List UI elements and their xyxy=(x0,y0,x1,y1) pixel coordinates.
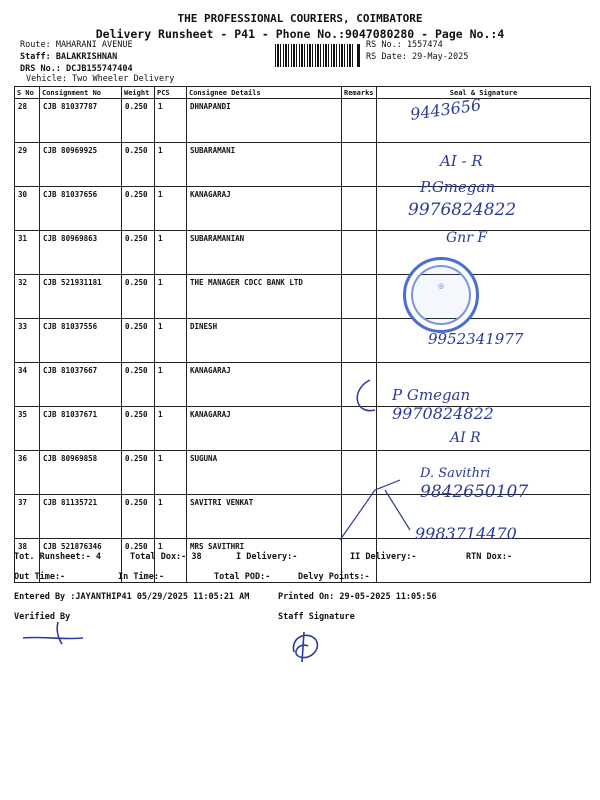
cell-weight: 0.250 xyxy=(122,407,155,451)
handwritten-name-30: P.Gmegan xyxy=(420,178,496,196)
handwritten-note-31: Gnr F xyxy=(446,230,488,246)
cell-sno: 30 xyxy=(15,187,40,231)
cell-sno: 35 xyxy=(15,407,40,451)
staff-signature-mark xyxy=(286,622,326,667)
col-sno-header: S No xyxy=(15,87,40,99)
seal-stamp: ◎ xyxy=(403,257,479,333)
in-time: In Time:- xyxy=(118,572,165,582)
cell-pcs: 1 xyxy=(155,539,187,583)
cell-consignment: CJB 81037667 xyxy=(40,363,122,407)
cell-consignment: CJB 521876346 xyxy=(40,539,122,583)
cell-consignee: MRS SAVITHRI xyxy=(187,539,342,583)
cell-consignee: SAVITRI VENKAT xyxy=(187,495,342,539)
cell-pcs: 1 xyxy=(155,451,187,495)
table-row xyxy=(15,99,591,143)
cell-remarks xyxy=(342,275,377,319)
handwritten-phone-28: 9443656 xyxy=(409,95,483,124)
runsheet-title: Delivery Runsheet - P41 - Phone No.:9047080280 - Page No.:4 xyxy=(95,27,505,41)
staff-field: Staff: BALAKRISHNAN xyxy=(20,52,118,62)
ii-delivery: II Delivery:- xyxy=(350,552,417,562)
cell-pcs: 1 xyxy=(155,143,187,187)
cell-consignee: THE MANAGER CDCC BANK LTD xyxy=(187,275,342,319)
cell-sno: 31 xyxy=(15,231,40,275)
cell-weight: 0.250 xyxy=(122,231,155,275)
cell-consignment: CJB 521931181 xyxy=(40,275,122,319)
cell-consignee: KANAGARAJ xyxy=(187,187,342,231)
drs-field: DRS No.: DCJB155747404 xyxy=(20,64,133,74)
cell-consignment: CJB 81037671 xyxy=(40,407,122,451)
cell-consignment: CJB 81037656 xyxy=(40,187,122,231)
cell-weight: 0.250 xyxy=(122,539,155,583)
pen-strokes xyxy=(330,370,600,550)
cell-pcs: 1 xyxy=(155,99,187,143)
table-header-row xyxy=(15,87,591,99)
barcode-graphic xyxy=(275,44,355,67)
total-dox: Total Dox:- 38 xyxy=(130,552,202,562)
tot-runsheet: Tot. Runsheet:- 4 xyxy=(14,552,101,562)
cell-consignment: CJB 80969925 xyxy=(40,143,122,187)
cell-remarks xyxy=(342,319,377,363)
total-pod: Total POD:- xyxy=(214,572,271,582)
col-remarks-header: Remarks xyxy=(342,87,377,99)
verified-signature xyxy=(18,618,88,648)
col-weight-header: Weight xyxy=(122,87,155,99)
company-title: THE PROFESSIONAL COURIERS, COIMBATORE xyxy=(177,12,423,25)
cell-sno: 37 xyxy=(15,495,40,539)
cell-weight: 0.250 xyxy=(122,143,155,187)
cell-weight: 0.250 xyxy=(122,99,155,143)
cell-consignee: SUBARAMANI xyxy=(187,143,342,187)
rtn-dox: RTN Dox:- xyxy=(466,552,513,562)
cell-pcs: 1 xyxy=(155,187,187,231)
staff-signature-label: Staff Signature xyxy=(278,612,355,622)
printed-on: Printed On: 29-05-2025 11:05:56 xyxy=(278,592,437,602)
cell-pcs: 1 xyxy=(155,319,187,363)
cell-consignee: SUBARAMANIAN xyxy=(187,231,342,275)
handwritten-name-37: D. Savithri xyxy=(420,466,491,481)
cell-consignee: KANAGARAJ xyxy=(187,363,342,407)
cell-pcs: 1 xyxy=(155,363,187,407)
i-delivery: I Delivery:- xyxy=(236,552,298,562)
cell-sno: 29 xyxy=(15,143,40,187)
cell-weight: 0.250 xyxy=(122,187,155,231)
cell-sno: 38 xyxy=(15,539,40,583)
cell-consignee: DHNAPANDI xyxy=(187,99,342,143)
col-consignee-header: Consignee Details xyxy=(187,87,342,99)
delvy-points: Delvy Points:- xyxy=(298,572,370,582)
route-field: Route: MAHARANI AVENUE xyxy=(20,40,133,50)
cell-consignment: CJB 80969863 xyxy=(40,231,122,275)
cell-weight: 0.250 xyxy=(122,363,155,407)
cell-sno: 34 xyxy=(15,363,40,407)
out-time: Out Time:- xyxy=(14,572,66,582)
cell-sno: 33 xyxy=(15,319,40,363)
table-row xyxy=(15,275,591,319)
cell-consignee: DINESH xyxy=(187,319,342,363)
cell-consignee: SUGUNA xyxy=(187,451,342,495)
cell-consignment: CJB 80969858 xyxy=(40,451,122,495)
vehicle-field: Vehicle: Two Wheeler Delivery xyxy=(26,74,175,84)
cell-consignment: CJB 81037787 xyxy=(40,99,122,143)
cell-sno: 32 xyxy=(15,275,40,319)
cell-remarks xyxy=(342,143,377,187)
col-seal-header: Seal & Signature xyxy=(377,87,591,99)
cell-weight: 0.250 xyxy=(122,319,155,363)
cell-consignment: CJB 81135721 xyxy=(40,495,122,539)
handwritten-phone-38: 9983714470 xyxy=(415,524,517,543)
cell-pcs: 1 xyxy=(155,231,187,275)
col-consignment-header: Consignment No xyxy=(40,87,122,99)
cell-remarks xyxy=(342,99,377,143)
cell-remarks xyxy=(342,187,377,231)
cell-weight: 0.250 xyxy=(122,275,155,319)
cell-sno: 28 xyxy=(15,99,40,143)
handwritten-phone-35: 9970824822 xyxy=(392,404,494,423)
handwritten-name-35: P Gmegan xyxy=(392,386,471,404)
cell-weight: 0.250 xyxy=(122,451,155,495)
handwritten-phone-30: 9976824822 xyxy=(408,200,517,220)
verified-by-label: Verified By xyxy=(14,612,71,622)
cell-consignment: CJB 81037556 xyxy=(40,319,122,363)
handwritten-note-29: AI - R xyxy=(440,152,483,170)
rs-date: RS Date: 29-May-2025 xyxy=(366,52,469,62)
cell-pcs: 1 xyxy=(155,407,187,451)
handwritten-phone-33: 9952341977 xyxy=(428,330,524,348)
handwritten-phone-37: 9842650107 xyxy=(420,482,529,502)
cell-pcs: 1 xyxy=(155,275,187,319)
handwritten-note-36: AI R xyxy=(450,430,481,446)
barcode-end-bar xyxy=(357,44,360,67)
cell-remarks xyxy=(342,231,377,275)
cell-sno: 36 xyxy=(15,451,40,495)
table-row xyxy=(15,231,591,275)
entered-by: Entered By :JAYANTHIP41 05/29/2025 11:05:21 AM xyxy=(14,592,250,602)
cell-pcs: 1 xyxy=(155,495,187,539)
table-row xyxy=(15,143,591,187)
rs-number: RS No.: 1557474 xyxy=(366,40,443,50)
cell-consignee: KANAGARAJ xyxy=(187,407,342,451)
col-pcs-header: PCS xyxy=(155,87,187,99)
cell-weight: 0.250 xyxy=(122,495,155,539)
